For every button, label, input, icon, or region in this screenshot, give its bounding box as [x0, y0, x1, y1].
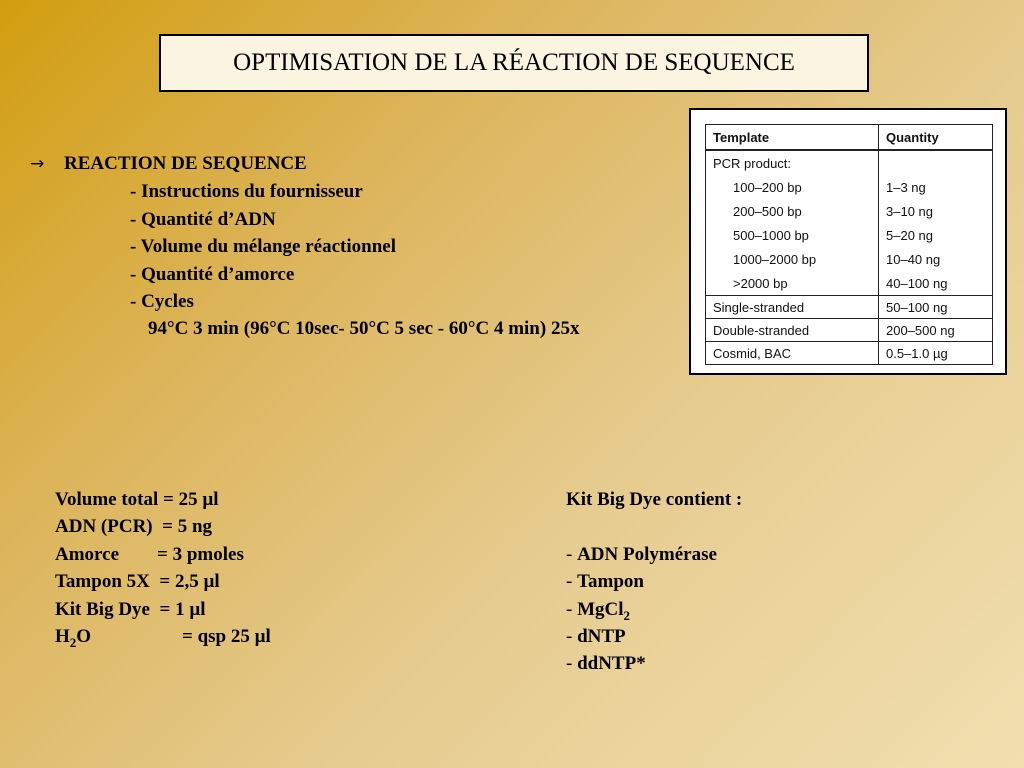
h2o-label	[55, 623, 182, 650]
mix-value: = 3 pmoles	[157, 543, 244, 565]
mix-label: Amorce	[55, 543, 158, 565]
table-row	[706, 247, 993, 271]
table-cell: 200–500 bp	[706, 199, 879, 223]
table-cell: 10–40 ng	[879, 247, 993, 271]
mix-label: Volume total	[55, 489, 164, 510]
mix-row	[55, 568, 271, 595]
table-cell: 1000–2000 bp	[706, 247, 879, 271]
reaction-item: - Quantité d’amorce	[130, 263, 295, 285]
mix-label: ADN (PCR)	[55, 516, 163, 538]
kit-dash: -	[566, 543, 578, 565]
table-cell: Single-stranded	[706, 296, 879, 319]
kit-item-label: ddNTP*	[577, 653, 646, 675]
mix-label: Tampon 5X	[55, 571, 160, 593]
reaction-item: - Instructions du fournisseur	[130, 181, 363, 203]
mix-row	[55, 486, 271, 513]
mix-row	[55, 541, 271, 568]
reaction-mix-list	[55, 486, 271, 650]
kit-item-subscript: 2	[623, 607, 631, 623]
table-header-template: Template	[706, 125, 879, 151]
mix-value: = 1 µl	[159, 598, 206, 620]
h2o-label-main: H	[55, 626, 70, 648]
arrow-right-icon: →	[30, 154, 45, 174]
mix-label: Kit Big Dye	[55, 598, 160, 620]
kit-item	[566, 623, 742, 650]
table-row	[706, 271, 993, 296]
mix-value: = 5 ng	[162, 516, 213, 538]
table-header-row	[706, 125, 993, 151]
mix-row-h2o	[55, 623, 271, 650]
title-box	[159, 34, 869, 92]
cycles-detail: 94°C 3 min (96°C 10sec- 50°C 5 sec - 60°C 4 min) 25x	[148, 318, 580, 340]
kit-heading: Kit Big Dye contient :	[566, 489, 743, 510]
template-quantity-table	[705, 124, 993, 365]
mix-row	[55, 513, 271, 540]
kit-dash: -	[566, 653, 578, 675]
mix-row	[55, 596, 271, 623]
table-cell: 200–500 ng	[879, 319, 993, 342]
kit-item-label: MgCl	[577, 598, 624, 620]
kit-dash: -	[566, 626, 578, 648]
kit-item	[566, 650, 742, 677]
template-quantity-table-frame	[689, 108, 1007, 375]
table-group-label: PCR product:	[706, 150, 879, 175]
table-header-quantity: Quantity	[879, 125, 993, 151]
reaction-item: - Quantité d’ADN	[130, 208, 276, 230]
table-cell	[879, 150, 993, 175]
table-cell: 40–100 ng	[879, 271, 993, 296]
table-row	[706, 319, 993, 342]
table-row	[706, 342, 993, 365]
mix-value: = 2,5 µl	[159, 571, 220, 593]
mix-value: = qsp 25 µl	[182, 626, 271, 648]
table-row	[706, 199, 993, 223]
reaction-list	[30, 150, 579, 343]
slide-title: OPTIMISATION DE LA RÉACTION DE SEQUENCE	[233, 49, 795, 76]
table-cell: 1–3 ng	[879, 175, 993, 199]
kit-item	[566, 568, 742, 595]
kit-item	[566, 596, 742, 623]
kit-item-label: Tampon	[577, 571, 644, 593]
table-cell: 3–10 ng	[879, 199, 993, 223]
table-cell: 5–20 ng	[879, 223, 993, 247]
table-cell: Cosmid, BAC	[706, 342, 879, 365]
reaction-heading-row	[30, 150, 579, 178]
h2o-label-sub: 2	[69, 634, 77, 650]
table-row	[706, 150, 993, 175]
table-cell: >2000 bp	[706, 271, 879, 296]
reaction-heading: REACTION DE SEQUENCE	[64, 153, 307, 174]
mix-value: = 25 µl	[163, 489, 219, 510]
kit-item-label: dNTP	[577, 626, 626, 648]
kit-item-label: ADN Polymérase	[577, 543, 717, 565]
table-row	[706, 175, 993, 199]
kit-dash: -	[566, 598, 578, 620]
kit-dash: -	[566, 571, 578, 593]
table-cell: 500–1000 bp	[706, 223, 879, 247]
table-cell: 100–200 bp	[706, 175, 879, 199]
reaction-item: - Volume du mélange réactionnel	[130, 236, 396, 258]
kit-item	[566, 541, 742, 568]
table-cell: 0.5–1.0 µg	[879, 342, 993, 365]
h2o-label-tail: O	[76, 626, 92, 648]
reaction-item: - Cycles	[130, 291, 194, 313]
table-cell: 50–100 ng	[879, 296, 993, 319]
kit-contents	[566, 486, 742, 678]
table-cell: Double-stranded	[706, 319, 879, 342]
table-row	[706, 296, 993, 319]
table-row	[706, 223, 993, 247]
spacer	[566, 513, 742, 540]
